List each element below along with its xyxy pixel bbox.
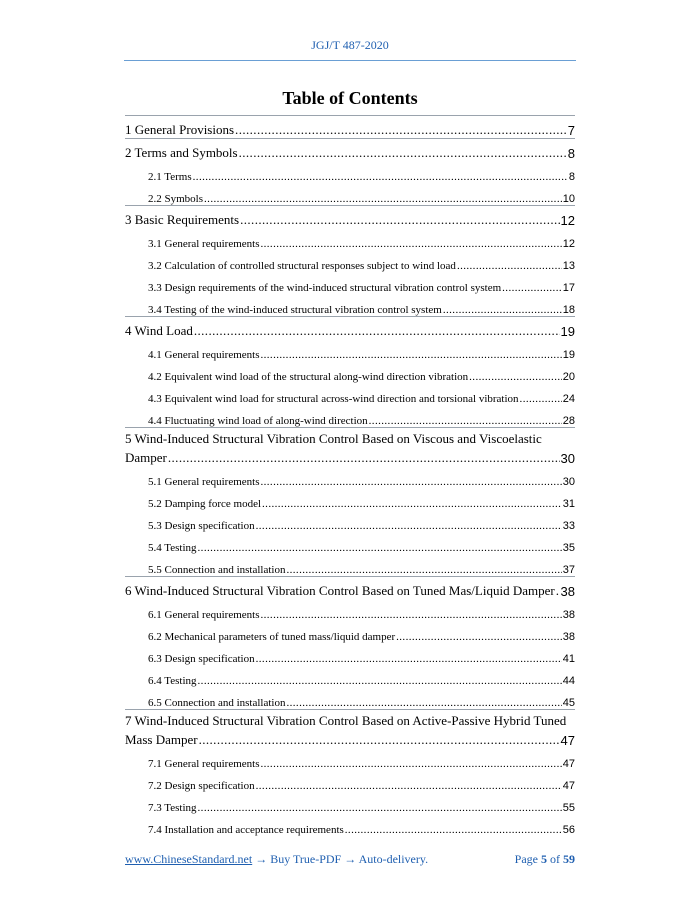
toc-section-entry[interactable] [148,665,575,687]
section-page-number: 10 [562,193,575,205]
chapter-title-line1-text: 7 Wind-Induced Structural Vibration Control Based on Active-Passive Hybrid Tuned [125,713,567,728]
footer-delivery-text: → Buy True-PDF → Auto-delivery. [252,852,429,866]
section-title: 3.4 Testing of the wind-induced structural vibration control system [148,304,442,316]
website-link[interactable]: www.ChineseStandard.net [125,852,253,866]
section-page-number: 44 [562,675,575,687]
chapter-page-number: 30 [560,451,575,466]
toc-chapter-entry[interactable] [125,317,575,339]
dot-leader [239,145,567,161]
section-title: 7.4 Installation and acceptance requirements [148,824,344,836]
section-title: 6.5 Connection and installation [148,697,286,709]
section-title: 5.5 Connection and installation [148,564,286,576]
toc-chapter-entry[interactable] [125,447,575,466]
dot-leader [235,122,567,138]
dot-leader [260,349,561,361]
document-code-header: JGJ/T 487-2020 [311,38,389,52]
chapter-title-line1-text: 5 Wind-Induced Structural Vibration Control Based on Viscous and Viscoelastic [125,431,542,446]
dot-leader [286,697,561,709]
section-title: 4.3 Equivalent wind load for structural across-wind direction and torsional vibration [148,393,519,405]
dot-leader [198,542,562,554]
section-title: 5.3 Design specification [148,520,255,532]
chapter-title: 6 Wind-Induced Structural Vibration Control Based on Tuned Mas/Liquid Damper [125,583,555,598]
toc-section-entry[interactable] [148,510,575,532]
dot-leader [256,520,562,532]
section-list [125,599,575,709]
dot-leader [168,450,560,466]
toc-chapter-entry[interactable] [125,139,575,161]
chapter-title: Mass Damper [125,732,198,747]
section-list [125,161,575,205]
dot-leader [193,171,568,183]
toc-section-entry[interactable] [148,814,575,836]
section-page-number: 12 [562,238,575,250]
section-page-number: 45 [562,697,575,709]
dot-leader [256,780,562,792]
section-title: 7.3 Testing [148,802,197,814]
chapter-page-number: 8 [567,146,575,161]
toc-section-entry[interactable] [148,532,575,554]
dot-leader [204,193,562,205]
dot-leader [396,631,562,643]
dot-leader [260,476,561,488]
toc-section-entry[interactable] [148,748,575,770]
section-page-number: 20 [562,371,575,383]
dot-leader [198,675,562,687]
page-footer [125,852,575,867]
chapter-title-first-line[interactable] [125,710,575,729]
toc-section-entry[interactable] [148,183,575,205]
section-title: 3.3 Design requirements of the wind-induced structural vibration control system [148,282,502,294]
dot-leader [443,304,562,316]
chapter-page-number: 12 [560,213,575,228]
section-title: 4.1 General requirements [148,349,260,361]
section-page-number: 33 [562,520,575,532]
chapter-title: 2 Terms and Symbols [125,145,238,160]
section-page-number: 41 [562,653,575,665]
toc-section-entry[interactable] [148,294,575,316]
section-page-number: 56 [562,824,575,836]
section-title: 6.4 Testing [148,675,197,687]
section-title: 4.4 Fluctuating wind load of along-wind direction [148,415,368,427]
section-page-number: 38 [562,609,575,621]
toc-chapter [125,115,575,138]
dot-leader [240,212,559,228]
section-page-number: 47 [562,758,575,770]
dot-leader [286,564,561,576]
section-title: 3.2 Calculation of controlled structural responses subject to wind load [148,260,456,272]
toc-chapter [125,138,575,205]
toc-chapter [125,709,575,836]
toc-section-entry[interactable] [148,405,575,427]
section-title: 6.3 Design specification [148,653,255,665]
toc-section-entry[interactable] [148,339,575,361]
section-page-number: 28 [562,415,575,427]
dot-leader [556,583,560,599]
toc-chapter [125,427,575,576]
section-title: 7.1 General requirements [148,758,260,770]
dot-leader [502,282,562,294]
toc-section-entry[interactable] [148,770,575,792]
chapter-page-number: 19 [560,324,575,339]
dot-leader [262,498,562,510]
section-page-number: 47 [562,780,575,792]
toc-chapter [125,316,575,427]
dot-leader [369,415,562,427]
toc-section-entry[interactable] [148,554,575,576]
toc-chapter [125,205,575,316]
chapter-page-number: 47 [560,733,575,748]
toc-chapter [125,576,575,709]
chapter-title: 3 Basic Requirements [125,212,240,227]
section-title: 2.1 Terms [148,171,192,183]
toc-section-entry[interactable] [148,621,575,643]
section-title: 7.2 Design specification [148,780,255,792]
chapter-title-first-line[interactable] [125,428,575,447]
toc-section-entry[interactable] [148,488,575,510]
section-page-number: 24 [562,393,575,405]
toc-section-entry[interactable] [148,272,575,294]
toc-title: Table of Contents [282,88,418,108]
page-of: of [550,852,560,866]
dot-leader [457,260,562,272]
table-of-contents [125,115,575,836]
section-page-number: 18 [562,304,575,316]
section-title: 6.1 General requirements [148,609,260,621]
section-title: 5.1 General requirements [148,476,260,488]
section-page-number: 35 [562,542,575,554]
toc-section-entry[interactable] [148,228,575,250]
dot-leader [260,609,561,621]
toc-section-entry[interactable] [148,643,575,665]
section-page-number: 19 [562,349,575,361]
chapter-page-number: 7 [567,123,575,138]
chapter-title: 1 General Provisions [125,122,235,137]
section-page-number: 30 [562,476,575,488]
dot-leader [256,653,562,665]
chapter-title: 4 Wind Load [125,323,193,338]
section-page-number: 13 [562,260,575,272]
chapter-title: Damper [125,450,167,465]
toc-section-entry[interactable] [148,161,575,183]
dot-leader [520,393,562,405]
footer-promo [125,852,428,867]
page-indicator [515,852,575,867]
section-title: 4.2 Equivalent wind load of the structural along-wind direction vibration [148,371,469,383]
page-current: 5 [541,852,547,866]
section-page-number: 31 [562,498,575,510]
section-list [125,339,575,427]
toc-chapter-entry[interactable] [125,577,575,599]
header-divider [124,60,576,61]
dot-leader [469,371,562,383]
dot-leader [260,758,561,770]
page-total: 59 [563,852,575,866]
section-title: 5.2 Damping force model [148,498,262,510]
section-page-number: 8 [568,171,575,183]
dot-leader [199,732,560,748]
section-title: 2.2 Symbols [148,193,204,205]
section-list [125,228,575,316]
chapter-page-number: 38 [560,584,575,599]
toc-section-entry[interactable] [148,383,575,405]
toc-chapter-entry[interactable] [125,729,575,748]
section-list [125,748,575,836]
dot-leader [194,323,560,339]
toc-section-entry[interactable] [148,250,575,272]
section-page-number: 38 [562,631,575,643]
section-page-number: 17 [562,282,575,294]
toc-section-entry[interactable] [148,361,575,383]
toc-section-entry[interactable] [148,466,575,488]
toc-section-entry[interactable] [148,599,575,621]
section-title: 3.1 General requirements [148,238,260,250]
dot-leader [345,824,562,836]
toc-section-entry[interactable] [148,687,575,709]
section-list [125,466,575,576]
section-page-number: 55 [562,802,575,814]
toc-section-entry[interactable] [148,792,575,814]
dot-leader [198,802,562,814]
section-title: 5.4 Testing [148,542,197,554]
toc-chapter-entry[interactable] [125,206,575,228]
dot-leader [260,238,561,250]
toc-chapter-entry[interactable] [125,116,575,138]
page-label: Page [514,852,538,866]
section-title: 6.2 Mechanical parameters of tuned mass/liquid damper [148,631,396,643]
section-page-number: 37 [562,564,575,576]
